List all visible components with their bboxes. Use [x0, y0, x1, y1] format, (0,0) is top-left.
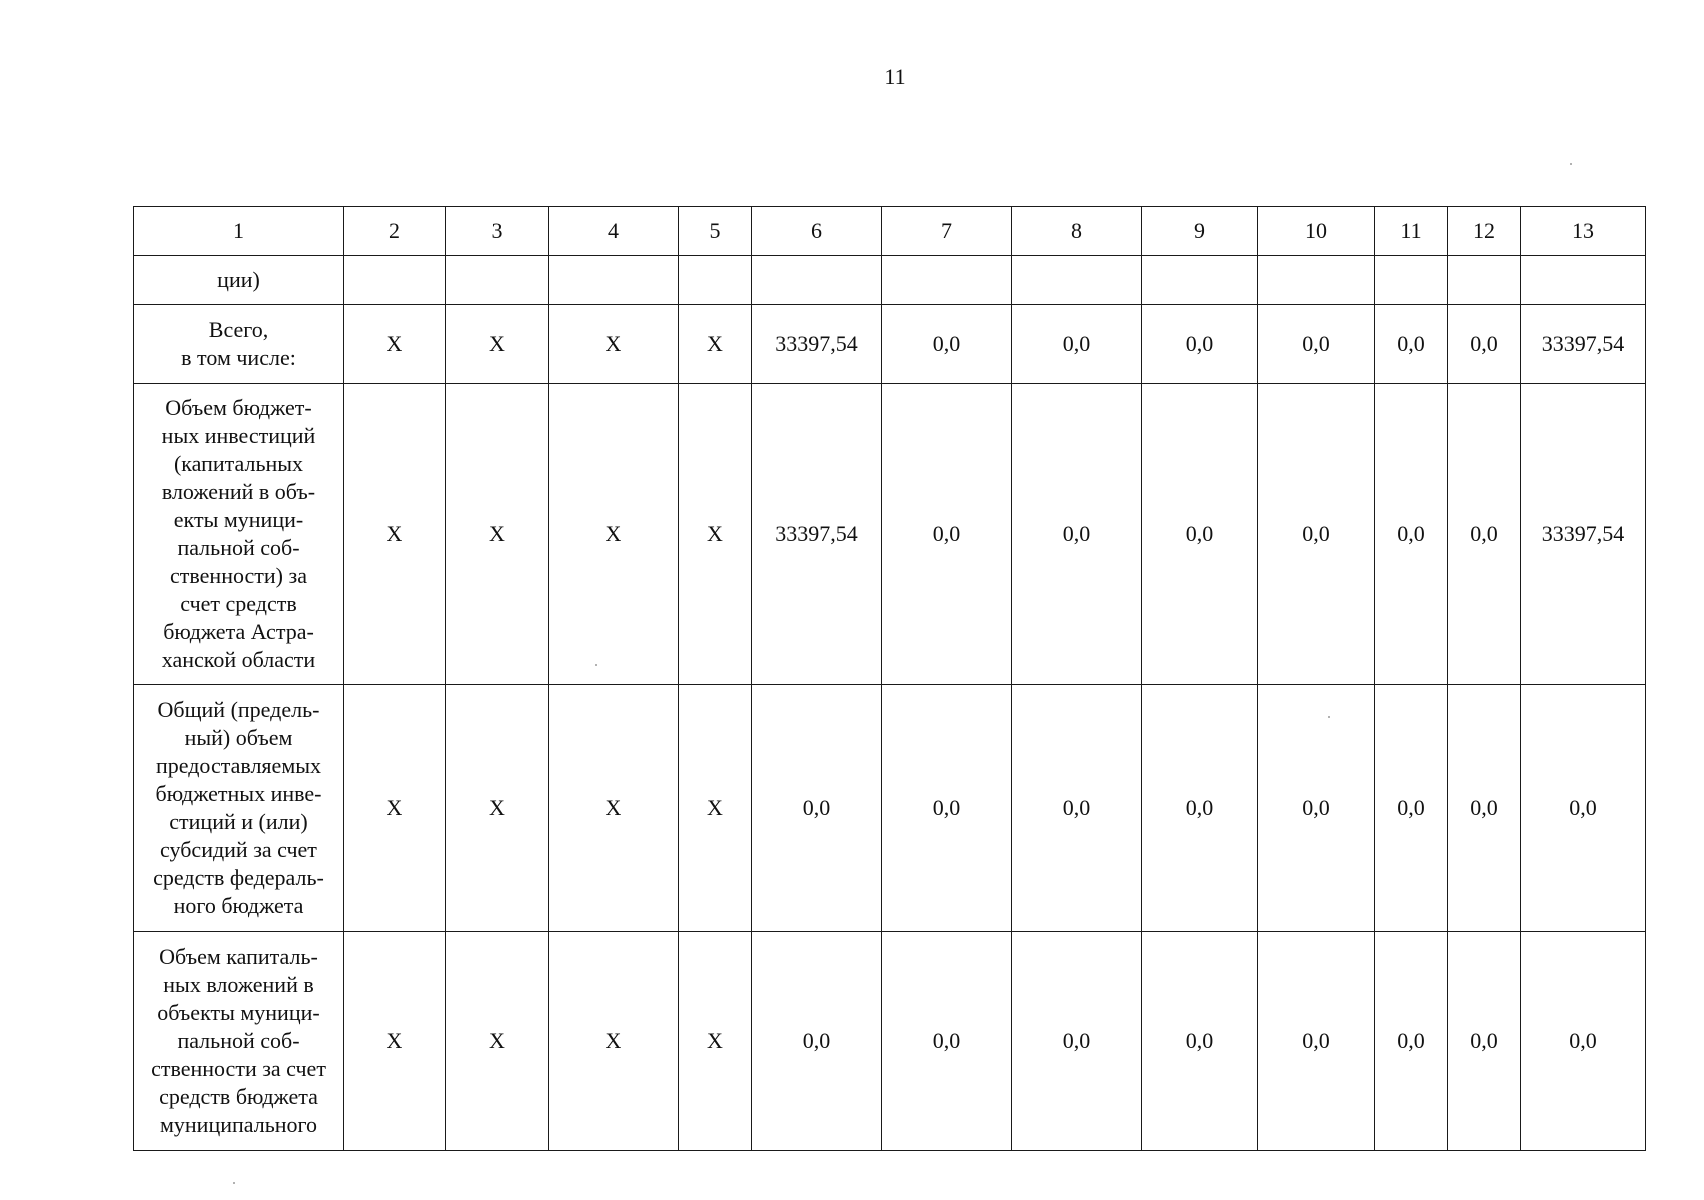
table-row-municipal-budget	[134, 932, 1646, 1151]
table-cell	[1375, 256, 1448, 305]
table-row-regional-budget	[134, 384, 1646, 685]
table-cell: 0,0	[1375, 384, 1448, 685]
table-cell: 33397,54	[752, 384, 882, 685]
table-cell: 0,0	[1521, 932, 1646, 1151]
table-cell: 0,0	[1258, 685, 1375, 932]
table-cell: 0,0	[1142, 305, 1258, 384]
table-cell: 0,0	[1448, 384, 1521, 685]
table-cell: X	[446, 384, 549, 685]
column-header: 3	[446, 207, 549, 256]
column-header: 2	[344, 207, 446, 256]
column-header: 8	[1012, 207, 1142, 256]
row-label: Всего, в том числе:	[134, 305, 344, 384]
table-cell: 0,0	[1448, 685, 1521, 932]
column-header: 13	[1521, 207, 1646, 256]
table-cell	[344, 256, 446, 305]
scan-speck	[233, 1182, 235, 1184]
table-cell	[1521, 256, 1646, 305]
row-label: ции)	[134, 256, 344, 305]
column-header: 5	[679, 207, 752, 256]
table-row-federal-budget	[134, 685, 1646, 932]
table-cell: 0,0	[1012, 384, 1142, 685]
column-header: 1	[134, 207, 344, 256]
table-cell: 0,0	[1012, 305, 1142, 384]
table-row-total	[134, 305, 1646, 384]
column-header: 7	[882, 207, 1012, 256]
table-cell: X	[549, 932, 679, 1151]
table-cell: 0,0	[1375, 685, 1448, 932]
table-cell: 0,0	[882, 305, 1012, 384]
table-cell: 0,0	[1448, 305, 1521, 384]
table-cell: X	[679, 932, 752, 1151]
table-cell	[1012, 256, 1142, 305]
table-cell: X	[549, 305, 679, 384]
table-cell	[679, 256, 752, 305]
table-cell	[549, 256, 679, 305]
table-cell: 0,0	[1142, 685, 1258, 932]
table-cell	[882, 256, 1012, 305]
table-cell: X	[344, 305, 446, 384]
table-cell: X	[549, 685, 679, 932]
table-cell: X	[679, 384, 752, 685]
table-cell: 0,0	[1375, 932, 1448, 1151]
table-cell: X	[344, 384, 446, 685]
table-cell: 0,0	[1375, 305, 1448, 384]
table-cell: X	[679, 305, 752, 384]
table-row-continuation	[134, 256, 1646, 305]
row-label: Объем бюджет- ных инвестиций (капитальных вложений в объ- екты муници- пальной соб- ственности) за счет средств бюджета Астра- ханской области	[134, 384, 344, 685]
column-header: 6	[752, 207, 882, 256]
table-cell: X	[679, 685, 752, 932]
column-header: 11	[1375, 207, 1448, 256]
table-cell: 0,0	[1142, 932, 1258, 1151]
scan-speck	[595, 664, 597, 666]
scan-speck	[1328, 716, 1330, 718]
scan-speck	[1570, 163, 1572, 165]
table-cell: 0,0	[1258, 384, 1375, 685]
budget-table	[133, 206, 1646, 1151]
table-cell: X	[446, 932, 549, 1151]
table-cell: 0,0	[1448, 932, 1521, 1151]
table-cell: X	[446, 685, 549, 932]
table-cell: 0,0	[1142, 384, 1258, 685]
table-cell: 0,0	[1521, 685, 1646, 932]
table-cell: 33397,54	[1521, 384, 1646, 685]
table-cell: 0,0	[1258, 305, 1375, 384]
column-header: 10	[1258, 207, 1375, 256]
table-cell	[446, 256, 549, 305]
table-cell: 0,0	[882, 384, 1012, 685]
table-cell: 0,0	[882, 932, 1012, 1151]
page-number: 11	[884, 64, 906, 89]
table-cell: 0,0	[1258, 932, 1375, 1151]
table-cell: 33397,54	[1521, 305, 1646, 384]
table-cell: X	[549, 384, 679, 685]
table-cell: 0,0	[1012, 932, 1142, 1151]
table-cell: 0,0	[882, 685, 1012, 932]
table-cell: X	[446, 305, 549, 384]
column-header: 9	[1142, 207, 1258, 256]
table-cell	[1142, 256, 1258, 305]
row-label: Объем капиталь- ных вложений в объекты муници- пальной соб- ственности за счет средств бюджета муниципального	[134, 932, 344, 1151]
table-cell	[752, 256, 882, 305]
table-cell: X	[344, 932, 446, 1151]
table-cell	[1258, 256, 1375, 305]
column-header: 12	[1448, 207, 1521, 256]
row-label: Общий (предель- ный) объем предоставляемых бюджетных инве- стиций и (или) субсидий за счет средств федераль- ного бюджета	[134, 685, 344, 932]
table-cell: 0,0	[1012, 685, 1142, 932]
table-cell: 0,0	[752, 685, 882, 932]
table-cell	[1448, 256, 1521, 305]
header-row	[134, 207, 1646, 256]
table-cell: 33397,54	[752, 305, 882, 384]
column-header: 4	[549, 207, 679, 256]
table-cell: 0,0	[752, 932, 882, 1151]
table-cell: X	[344, 685, 446, 932]
